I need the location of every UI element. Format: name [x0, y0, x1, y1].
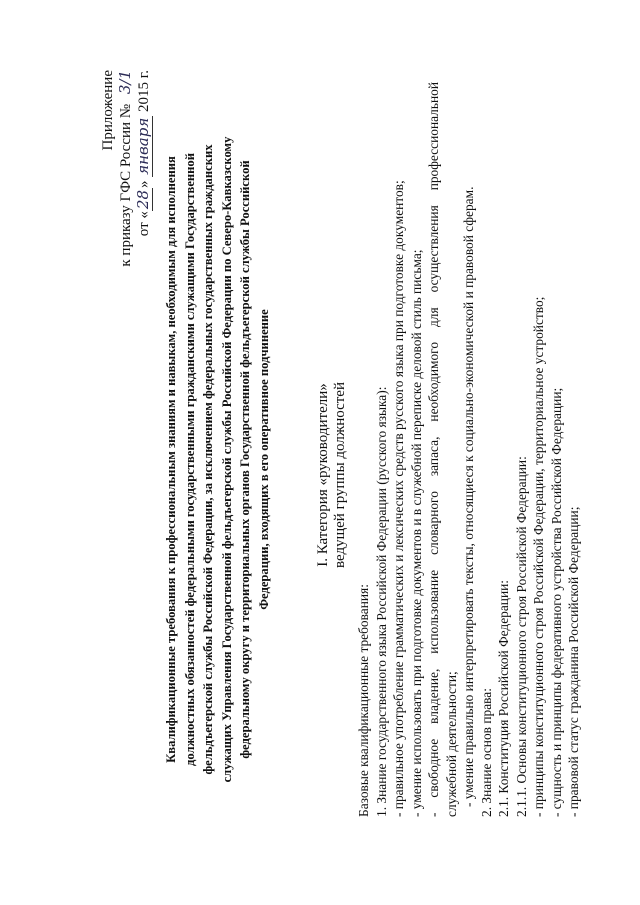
body-line: 2.1.1. Основы конституционного строя Российской Федерации:: [513, 456, 529, 817]
annex-number-sign: №: [118, 103, 134, 119]
annex-date-mid: »: [136, 180, 152, 188]
body-line: - умение правильно интерпретировать тексты, относящиеся к социально-экономической и правовой сферам.: [461, 186, 476, 807]
annex-date-month: января: [134, 117, 152, 175]
title-line: Квалификационные требования к профессиональным знаниям и навыкам, необходимым для исполнения: [164, 156, 178, 763]
document-title: [162, 102, 274, 817]
annex-date-day: 28: [134, 190, 152, 210]
title-line: федеральному округу и территориальных органов Государственной фельдъегерской службы Российской: [238, 160, 253, 759]
body-line: - правильное употребление грамматических и лексических средств русского языка при подготовке документов;: [391, 180, 406, 817]
annex-order-line: [117, 70, 135, 300]
category-heading: [315, 345, 349, 605]
annex-header: [100, 70, 153, 300]
body-line: - правовой статус гражданина Российской Федерации;: [566, 506, 581, 817]
title-line: служащих Управления Государственной фельдъегерской службы Российской Федерации по Северо-Кавказскому: [219, 136, 234, 783]
body-line: - сущность и принципы федеративного устройства Российской Федерации;: [548, 387, 564, 817]
body-line: - свободное владение, использование словарного запаса, необходимого для осуществления профессиональной: [426, 82, 441, 817]
category-line-1: I. Категория «руководители»: [315, 383, 331, 567]
body-line: 2. Знание основ права:: [478, 688, 494, 817]
title-line: должностных обязанностей федеральными государственными гражданскими служащими Государственной: [182, 153, 197, 766]
body-line: 1. Знание государственного языка Российской Федерации (русского языка):: [373, 386, 389, 817]
annex-date-prefix: от «: [136, 211, 152, 237]
annex-date-line: [135, 70, 153, 300]
body-line: - принципы конституционного строя Российской Федерации, территориальное устройство;: [531, 296, 546, 817]
category-line-2: ведущей группы должностей: [332, 382, 348, 568]
title-line: Федерации, входящих в его оперативное подчинение: [256, 309, 271, 610]
requirements-text: [355, 82, 583, 817]
body-line: - умение использовать при подготовке документов и в служебной переписке деловой стиль письма;: [408, 249, 424, 817]
annex-label: Приложение: [100, 70, 116, 151]
body-line: служебной деятельности;: [443, 671, 459, 817]
body-line: 2.1. Конституция Российской Федерации:: [496, 579, 511, 817]
body-line: Базовые квалификационные требования:: [356, 584, 371, 817]
annex-order-number: 3/1: [116, 70, 134, 95]
annex-date-year: 2015 г.: [136, 70, 152, 112]
title-line: фельдъегерской службы Российской Федерации, за исключением федеральных государственных гражданских: [201, 144, 216, 775]
annex-order-text: к приказу ГФС России: [118, 121, 134, 267]
